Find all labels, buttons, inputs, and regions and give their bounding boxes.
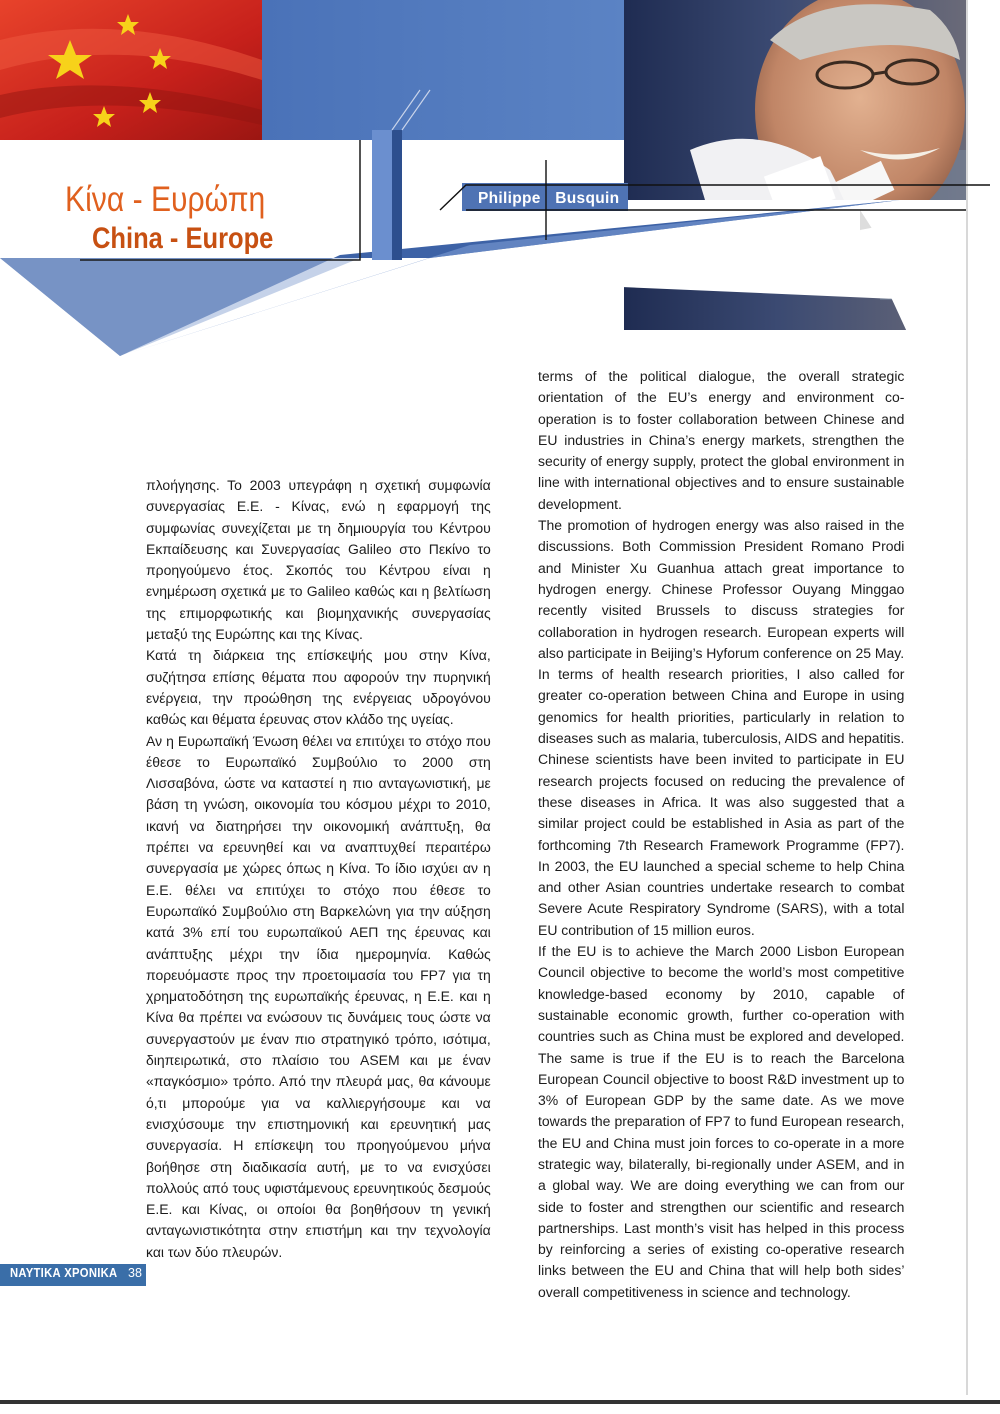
page-number: 38 (128, 1266, 142, 1280)
paragraph: Αν η Ευρωπαϊκή Ένωση θέλει να επιτύχει το στόχο που έθεσε το Ευρωπαϊκό Συμβούλιο το 2000 στη Λισσαβόνα, ώστε να καταστεί η πιο ανταγωνιστική, με βάση τη γνώση, οικονομία του κόσμου μέχρι το 2010, ικανή να διατηρήσει την οικονομική ανάπτυξη, θα πρέπει να ερευνηθεί και να αναπτυχθεί περαιτέρω συνεργασία με χώρες όπως η Κίνα. Το ίδιο ισχύει αν η Ε.Ε. θέλει να επιτύχει το στόχο που έθεσε το Ευρωπαϊκό Συμβούλιο στη Βαρκελώνη για την αύξηση κατά 3% επί του ευρωπαϊκού ΑΕΠ της έρευνας και ανάπτυξης μέχρι την ίδια ημερομηνία. Καθώς πορευόμαστε προς την προετοιμασία του FP7 για τη χρηματοδότηση της ευρωπαϊκής έρευνας, η Ε.Ε. και η Κίνα θα πρέπει να ενώσουν τις δυνάμεις τους ώστε να συνεργαστούν με έναν πιο στρατηγικό τρόπο, ισότιμα, διηπειρωτικά, στο πλαίσιο του ASEM και με έναν «παγκόσμιο» τρόπο. Από την πλευρά μας, θα κάνουμε ό,τι μπορούμε για να καλλιεργήσουμε και να ενισχύσουμε την επιστημονική και ερευνητική μας συνεργασία. Η επίσκεψη του προηγούμενου μήνα βοήθησε στη διαδικασία αυτή, με το να ενισχύσει πολλούς από τους υφιστάμενους ερευνητικούς δεσμούς Ε.Ε. και Κίνας, οι οποίοι θα βοηθήσουν τη γενική ανταγωνιστικότητα στην επιστήμη και την τεχνολογία και των δύο πλευρών. (146, 733, 491, 1261)
title-greek: Κίνα - Ευρώπη (65, 180, 266, 219)
footer-brand: ΝΑΥΤΙΚΑ ΧΡΟΝΙΚΑ (10, 1266, 118, 1280)
paragraph: πλοήγησης. Το 2003 υπεγράφη η σχετική συμφωνία συνεργασίας Ε.Ε. - Κίνας, ενώ η εφαρμογή της συμφωνίας συνεχίζεται με τη δημιουργία του Κέντρου Εκπαίδευσης και Συνεργασίας Galileo στο Πεκίνο το προηγούμενο έτος. Σκοπός του Κέντρου είναι η ενημέρωση σχετικά με το Galileo καθώς και η βελτίωση της επιμορφωτικής και βιομηχανικής συνεργασίας μεταξύ της Ευρώπης και της Κίνας. (146, 478, 491, 644)
paragraph: terms of the political dialogue, the overall strategic orientation of the EU’s energy and environment co-operation is to foster collaboration between Chinese and EU industries in China’s energy markets, strengthen the security of energy supply, protect the global environment in line with international objectives and to ensure sustainable development. (538, 369, 905, 513)
author-name: Philippe Busquin (478, 190, 620, 207)
english-text-column (538, 367, 904, 1304)
paragraph: If the EU is to achieve the March 2000 Lisbon European Council objective to become the world’s most competitive knowledge-based economy by 2010, capable of sustainable economic growth, further co-operation with countries such as China must be explored and developed. The same is true if the EU is to reach the Barcelona European Council objective to boost R&D investment up to 3% of European GDP by the same date. As we move towards the preparation of FP7 to fund European research, the EU and China must join forces to co-operate in a more strategic way, bilaterally, bi-regionally under ASEM, and in a global way. We are doing everything we can from our side to foster and strengthen our scientific and research partnerships. Last month’s visit has helped in this process by reinforcing a series of existing co-operative research links between the EU and China that will help both sides’ overall competitiveness in science and technology. (538, 944, 905, 1301)
paragraph: The promotion of hydrogen energy was also raised in the discussions. Both Commission President Romano Prodi and Minister Xu Guanhua attach great importance to hydrogen energy. Chinese Professor Ouyang Minggao recently visited Brussels to discuss strategies for collaboration in hydrogen research. European experts will also participate in Beijing’s Hyforum conference on 25 May. (538, 518, 905, 662)
paragraph: In terms of health research priorities, I also called for greater co-operation between China and Europe in using genomics for health priorities, particularly in relation to diseases such as malaria, tuberculosis, AIDS and hepatitis. Chinese scientists have been invited to participate in EU research projects focused on reducing the prevalence of these diseases in Africa. It was also suggested that a similar project could be established in Asia as part of the forthcoming 7th Research Framework Programme (FP7). In 2003, the EU launched a special scheme to help China and other Asian countries undertake research to combat Severe Acute Respiratory Syndrome (SARS), with a total EU contribution of 15 million euros. (538, 667, 905, 939)
paragraph: Κατά τη διάρκεια της επίσκεψής μου στην Κίνα, συζήτησα επίσης θέματα που αφορούν την πυρηνική ενέργεια, την προώθηση της ενέργειας υδρογόνου καθώς και θέματα έρευνας στον κλάδο της υγείας. (146, 648, 491, 729)
bottom-rule (0, 1400, 1000, 1404)
china-flag-image (0, 0, 262, 140)
greek-text-column (146, 476, 491, 1264)
title-english: China - Europe (92, 222, 274, 255)
